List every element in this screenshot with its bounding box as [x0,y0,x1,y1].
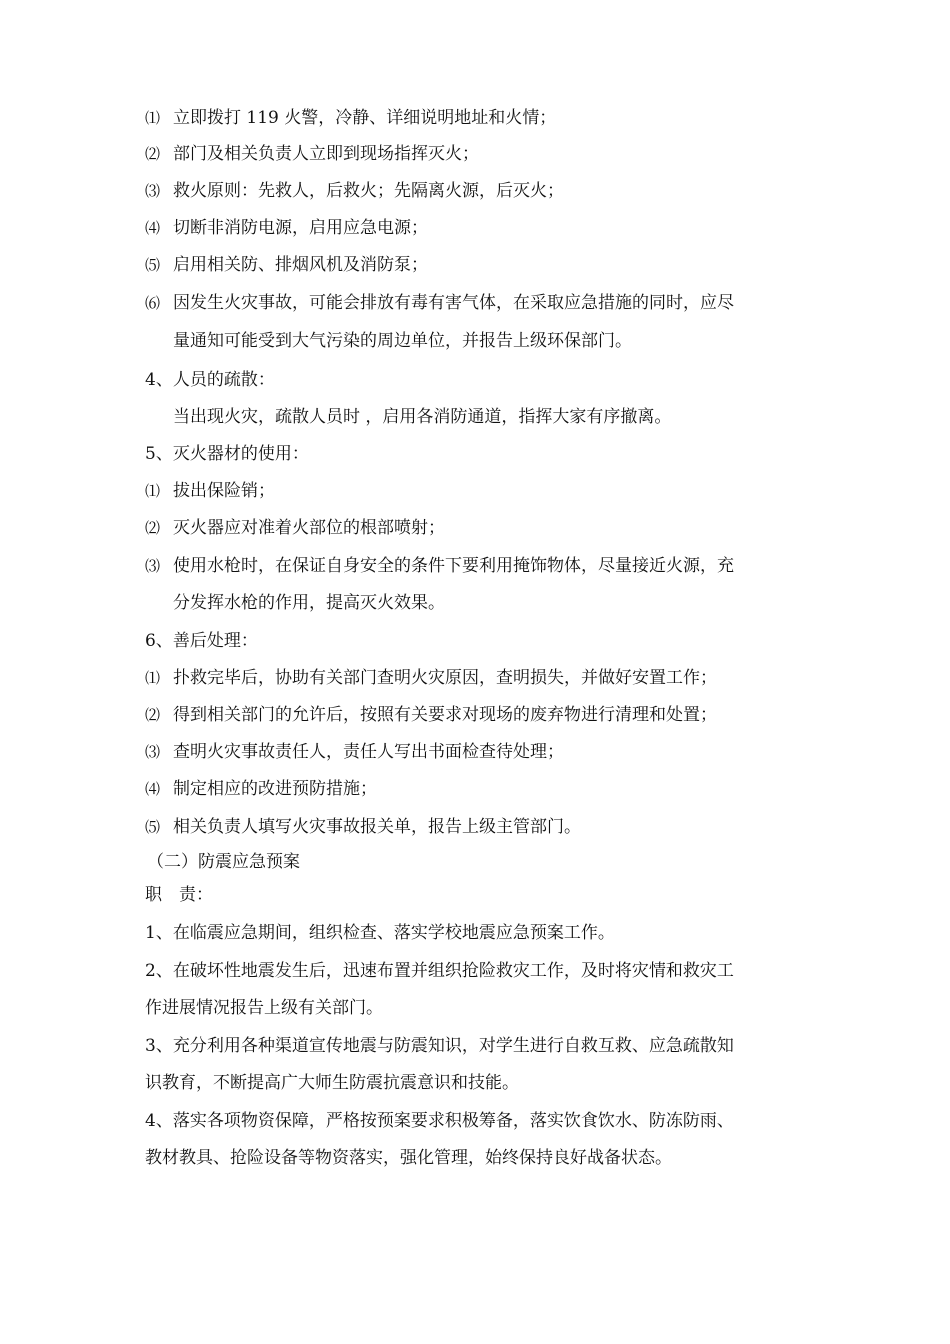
step-text-continued: 量通知可能受到大气污染的周边单位，并报告上级环保部门。 [173,331,632,351]
step-number: ⑵ [145,519,161,537]
step-text: 因发生火灾事故，可能会排放有毒有害气体，在采取应急措施的同时，应尽 [173,293,734,313]
step-number: ⑵ [145,706,161,724]
step-number: ⑴ [145,482,161,500]
step-text: 查明火灾事故责任人，责任人写出书面检查待处理； [173,742,564,762]
document-page: ⑴ 立即拨打 119 火警，冷静、详细说明地址和火情； ⑵ 部门及相关负责人立即到现场指挥灭火； ⑶ 救火原则：先救人，后救火；先隔离火源，后灭火； ⑷ 切断非消防电源，启用应急电源； ⑸ 启用相关防、排烟风机及消防泵； ⑹ 因发生火灾事故，可能会排放有毒有害气体，在采取应急措施的同时，应尽 量通知可能受到大气污染的周边单位，并报告上级环保部门。 4、人员的疏散： 当出现火灾，疏散人员时 ，启用各消防通道，指挥大家有序撤离。 5、灭火器材的使用： ⑴ 拔出保险销； ⑵ 灭火器应对准着火部位的根部喷射； ⑶ 使用水枪时，在保证自身安全的条件下要利用掩饰物体，尽量接近火源，充 分发挥水枪的作用，提高灭火效果。 6、善后处理： ⑴ 扑救完毕后，协助有关部门查明火灾原因，查明损失，并做好安置工作； ⑵ 得到相关部门的允许后，按照有关要求对现场的废弃物进行清理和处置； ⑶ 查明火灾事故责任人，责任人写出书面检查待处理； ⑷ 制定相应的改进预防措施； ⑸ 相关负责人填写火灾事故报关单，报告上级主管部门。 （二）防震应急预案 职 责： 1、在临震应急期间，组织检查、落实学校地震应急预案工作。 2、在破坏性地震发生后，迅速布置并组织抢险救灾工作，及时将灾情和救灾工 作进展情况报告上级有关部门。 3、充分利用各种渠道宣传地震与防震知识，对学生进行自救互救、应急疏散知 识教育，不断提高广大师生防震抗震意识和技能。 4、落实各项物资保障，严格按预案要求积极筹备，落实饮食饮水、防冻防雨、 教材教具、抢险设备等物资落实，强化管理，始终保持良好战备状态。 [145,108,734,1168]
step-text-continued: 分发挥水枪的作用，提高灭火效果。 [173,593,445,613]
step-number: ⑴ [145,109,161,127]
step-number: ⑸ [145,818,161,836]
step-number: ⑷ [145,219,161,237]
step-text: 部门及相关负责人立即到现场指挥灭火； [173,144,479,164]
step-number: ⑶ [145,743,161,761]
step-text: 制定相应的改进预防措施； [173,779,377,799]
step-number: ⑵ [145,145,161,163]
step-text: 使用水枪时，在保证自身安全的条件下要利用掩饰物体，尽量接近火源，充 [173,556,734,576]
step-number: ⑸ [145,256,161,274]
step-text: 切断非消防电源，启用应急电源； [173,218,428,238]
step-number: ⑹ [145,294,161,312]
step-text: 拔出保险销； [173,481,275,501]
step-text: 救火原则：先救人，后救火；先隔离火源，后灭火； [173,181,564,201]
step-number: ⑷ [145,780,161,798]
step-text: 相关负责人填写火灾事故报关单，报告上级主管部门。 [173,817,581,837]
step-text: 扑救完毕后，协助有关部门查明火灾原因，查明损失，并做好安置工作； [173,668,717,688]
step-text: 得到相关部门的允许后，按照有关要求对现场的废弃物进行清理和处置； [173,705,717,725]
step-text: 立即拨打 119 火警，冷静、详细说明地址和火情； [173,108,557,128]
step-text: 灭火器应对准着火部位的根部喷射； [173,518,445,538]
step-number: ⑶ [145,182,161,200]
step-number: ⑴ [145,669,161,687]
step-text: 启用相关防、排烟风机及消防泵； [173,255,428,275]
step-number: ⑶ [145,557,161,575]
